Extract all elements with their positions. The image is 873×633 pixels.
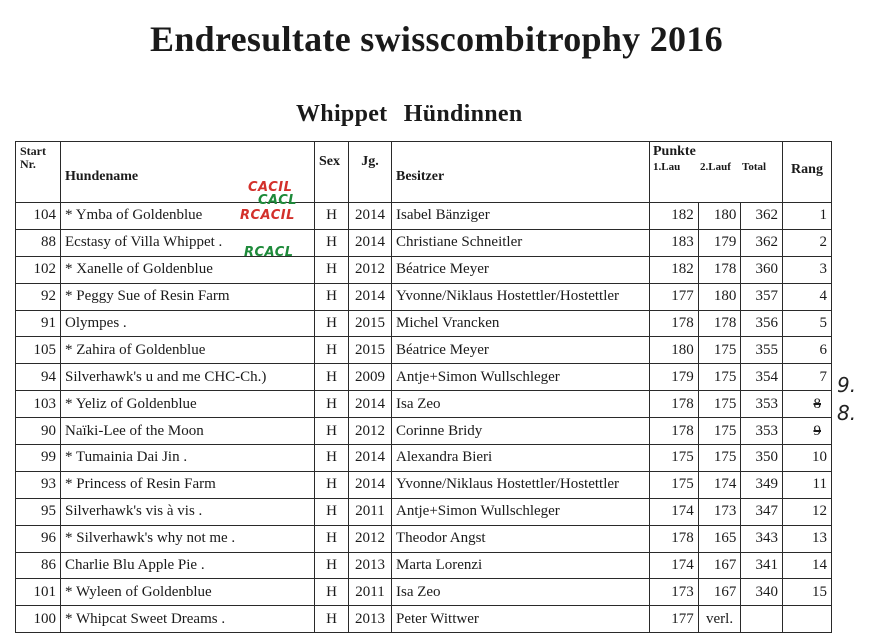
cell-jg: 2012 bbox=[349, 525, 392, 552]
cell-jg: 2009 bbox=[349, 364, 392, 391]
cell-start: 103 bbox=[16, 391, 61, 418]
cell-name: * Silverhawk's why not me . bbox=[61, 525, 315, 552]
cell-total: 362 bbox=[741, 203, 783, 230]
cell-l2: 175 bbox=[698, 391, 741, 418]
annotation-rcacl: RCACL bbox=[244, 245, 294, 260]
cell-total: 341 bbox=[741, 552, 783, 579]
cell-l1: 175 bbox=[650, 445, 699, 472]
cell-start: 101 bbox=[16, 579, 61, 606]
cell-jg: 2014 bbox=[349, 445, 392, 472]
cell-sex: H bbox=[315, 310, 349, 337]
cell-l1: 178 bbox=[650, 391, 699, 418]
table-row bbox=[16, 283, 832, 310]
cell-total: 340 bbox=[741, 579, 783, 606]
cell-l2: 179 bbox=[698, 229, 741, 256]
cell-l2: 180 bbox=[698, 203, 741, 230]
cell-l1: 178 bbox=[650, 525, 699, 552]
cell-owner: Béatrice Meyer bbox=[392, 256, 650, 283]
cell-start: 93 bbox=[16, 471, 61, 498]
cell-start: 88 bbox=[16, 229, 61, 256]
cell-rank: 11 bbox=[783, 471, 832, 498]
cell-l1: 180 bbox=[650, 337, 699, 364]
cell-owner: Theodor Angst bbox=[392, 525, 650, 552]
table-row bbox=[16, 579, 832, 606]
cell-rank: 15 bbox=[783, 579, 832, 606]
cell-sex: H bbox=[315, 203, 349, 230]
cell-rank: 4 bbox=[783, 283, 832, 310]
cell-l1: 182 bbox=[650, 256, 699, 283]
cell-l2: 173 bbox=[698, 498, 741, 525]
cell-l2: 175 bbox=[698, 337, 741, 364]
cell-owner: Isa Zeo bbox=[392, 579, 650, 606]
cell-l2: 174 bbox=[698, 471, 741, 498]
cell-jg: 2014 bbox=[349, 391, 392, 418]
cell-owner: Michel Vrancken bbox=[392, 310, 650, 337]
header-start-line2: Nr. bbox=[20, 157, 36, 171]
cell-jg: 2013 bbox=[349, 606, 392, 633]
cell-jg: 2015 bbox=[349, 337, 392, 364]
cell-owner: Christiane Schneitler bbox=[392, 229, 650, 256]
cell-name: * Peggy Sue of Resin Farm bbox=[61, 283, 315, 310]
cell-total: 347 bbox=[741, 498, 783, 525]
cell-name: Silverhawk's vis à vis . bbox=[61, 498, 315, 525]
cell-total: 353 bbox=[741, 418, 783, 445]
cell-rank: 6 bbox=[783, 337, 832, 364]
cell-name: Ecstasy of Villa Whippet . bbox=[61, 229, 315, 256]
cell-jg: 2012 bbox=[349, 256, 392, 283]
cell-rank: 7 bbox=[783, 364, 832, 391]
cell-start: 91 bbox=[16, 310, 61, 337]
cell-name: * Yeliz of Goldenblue bbox=[61, 391, 315, 418]
cell-total: 350 bbox=[741, 445, 783, 472]
page-subtitle: Whippet Hündinnen bbox=[296, 101, 523, 127]
table-row bbox=[16, 310, 832, 337]
cell-rank: 1 bbox=[783, 203, 832, 230]
cell-owner: Marta Lorenzi bbox=[392, 552, 650, 579]
cell-start: 100 bbox=[16, 606, 61, 633]
cell-l1: 175 bbox=[650, 471, 699, 498]
cell-l1: 178 bbox=[650, 418, 699, 445]
table-row bbox=[16, 552, 832, 579]
table-row bbox=[16, 337, 832, 364]
cell-total: 343 bbox=[741, 525, 783, 552]
cell-name: Charlie Blu Apple Pie . bbox=[61, 552, 315, 579]
cell-sex: H bbox=[315, 364, 349, 391]
cell-rank: 12 bbox=[783, 498, 832, 525]
cell-owner: Antje+Simon Wullschleger bbox=[392, 498, 650, 525]
cell-start: 104 bbox=[16, 203, 61, 230]
cell-owner: Peter Wittwer bbox=[392, 606, 650, 633]
table-row bbox=[16, 525, 832, 552]
cell-sex: H bbox=[315, 283, 349, 310]
header-jg: Jg. bbox=[349, 142, 392, 203]
table-row bbox=[16, 391, 832, 418]
cell-l2: 167 bbox=[698, 579, 741, 606]
cell-sex: H bbox=[315, 579, 349, 606]
cell-name: * Tumainia Dai Jin . bbox=[61, 445, 315, 472]
results-table bbox=[15, 141, 832, 633]
cell-l1: 174 bbox=[650, 552, 699, 579]
header-rang: Rang bbox=[783, 142, 832, 203]
annotation-cacl: CACL bbox=[258, 193, 298, 208]
cell-owner: Isa Zeo bbox=[392, 391, 650, 418]
cell-sex: H bbox=[315, 606, 349, 633]
cell-l1: 182 bbox=[650, 203, 699, 230]
cell-start: 99 bbox=[16, 445, 61, 472]
cell-name: Naïki-Lee of the Moon bbox=[61, 418, 315, 445]
cell-jg: 2011 bbox=[349, 498, 392, 525]
cell-start: 94 bbox=[16, 364, 61, 391]
cell-name: * Ymba of Goldenblue bbox=[61, 203, 315, 230]
cell-start: 95 bbox=[16, 498, 61, 525]
cell-sex: H bbox=[315, 498, 349, 525]
header-hundename: Hundename bbox=[61, 142, 315, 203]
cell-jg: 2014 bbox=[349, 471, 392, 498]
cell-l2: verl. bbox=[698, 606, 741, 633]
cell-l2: 165 bbox=[698, 525, 741, 552]
cell-total: 355 bbox=[741, 337, 783, 364]
cell-rank: 10 bbox=[783, 445, 832, 472]
annotation-rcacil: RCACIL bbox=[240, 208, 295, 223]
cell-l1: 177 bbox=[650, 606, 699, 633]
cell-total: 362 bbox=[741, 229, 783, 256]
cell-jg: 2015 bbox=[349, 310, 392, 337]
cell-owner: Yvonne/Niklaus Hostettler/Hostettler bbox=[392, 283, 650, 310]
table-row bbox=[16, 471, 832, 498]
cell-l2: 178 bbox=[698, 310, 741, 337]
cell-sex: H bbox=[315, 471, 349, 498]
cell-jg: 2014 bbox=[349, 229, 392, 256]
table-row bbox=[16, 203, 832, 230]
cell-l1: 173 bbox=[650, 579, 699, 606]
page-title: Endresultate swisscombitrophy 2016 bbox=[150, 19, 723, 59]
cell-total: 357 bbox=[741, 283, 783, 310]
header-punkte bbox=[650, 142, 783, 203]
cell-total: 360 bbox=[741, 256, 783, 283]
cell-owner: Alexandra Bieri bbox=[392, 445, 650, 472]
cell-owner: Corinne Bridy bbox=[392, 418, 650, 445]
cell-rank: 13 bbox=[783, 525, 832, 552]
cell-l2: 178 bbox=[698, 256, 741, 283]
table-row bbox=[16, 606, 832, 633]
cell-rank: 5 bbox=[783, 310, 832, 337]
cell-l1: 178 bbox=[650, 310, 699, 337]
cell-sex: H bbox=[315, 525, 349, 552]
cell-start: 92 bbox=[16, 283, 61, 310]
header-row bbox=[16, 142, 832, 203]
cell-name: Silverhawk's u and me CHC-Ch.) bbox=[61, 364, 315, 391]
cell-sex: H bbox=[315, 391, 349, 418]
cell-jg: 2014 bbox=[349, 283, 392, 310]
cell-total: 349 bbox=[741, 471, 783, 498]
annotation-cacil: CACIL bbox=[248, 180, 293, 195]
cell-name: Olympes . bbox=[61, 310, 315, 337]
header-start bbox=[16, 142, 61, 203]
header-besitzer: Besitzer bbox=[392, 142, 650, 203]
header-sex: Sex bbox=[315, 142, 349, 203]
cell-l1: 174 bbox=[650, 498, 699, 525]
cell-name: * Whipcat Sweet Dreams . bbox=[61, 606, 315, 633]
cell-total bbox=[741, 606, 783, 633]
table-row bbox=[16, 445, 832, 472]
header-start-line1: Start bbox=[20, 144, 46, 158]
table-row bbox=[16, 364, 832, 391]
cell-sex: H bbox=[315, 418, 349, 445]
cell-l2: 175 bbox=[698, 364, 741, 391]
annotation-corrected-rank-row8: 9. bbox=[837, 373, 857, 397]
cell-jg: 2013 bbox=[349, 552, 392, 579]
cell-l1: 177 bbox=[650, 283, 699, 310]
cell-jg: 2011 bbox=[349, 579, 392, 606]
cell-jg: 2014 bbox=[349, 203, 392, 230]
cell-rank: 14 bbox=[783, 552, 832, 579]
header-total: Total bbox=[742, 161, 767, 173]
cell-name: * Princess of Resin Farm bbox=[61, 471, 315, 498]
cell-start: 96 bbox=[16, 525, 61, 552]
table-row bbox=[16, 418, 832, 445]
cell-sex: H bbox=[315, 337, 349, 364]
cell-rank: 3 bbox=[783, 256, 832, 283]
cell-owner: Isabel Bänziger bbox=[392, 203, 650, 230]
cell-sex: H bbox=[315, 552, 349, 579]
cell-sex: H bbox=[315, 229, 349, 256]
cell-l1: 183 bbox=[650, 229, 699, 256]
cell-l2: 167 bbox=[698, 552, 741, 579]
cell-name: * Wyleen of Goldenblue bbox=[61, 579, 315, 606]
cell-start: 90 bbox=[16, 418, 61, 445]
cell-name: * Xanelle of Goldenblue bbox=[61, 256, 315, 283]
header-lauf1: 1.Lau bbox=[653, 161, 681, 173]
cell-l2: 180 bbox=[698, 283, 741, 310]
cell-rank: 8 bbox=[783, 391, 832, 418]
cell-total: 353 bbox=[741, 391, 783, 418]
cell-rank: 9 bbox=[783, 418, 832, 445]
cell-name: * Zahira of Goldenblue bbox=[61, 337, 315, 364]
cell-owner: Antje+Simon Wullschleger bbox=[392, 364, 650, 391]
cell-start: 102 bbox=[16, 256, 61, 283]
annotation-corrected-rank-row9: 8. bbox=[837, 401, 857, 425]
cell-l2: 175 bbox=[698, 418, 741, 445]
cell-rank: 2 bbox=[783, 229, 832, 256]
cell-l2: 175 bbox=[698, 445, 741, 472]
table-row bbox=[16, 229, 832, 256]
cell-l1: 179 bbox=[650, 364, 699, 391]
cell-jg: 2012 bbox=[349, 418, 392, 445]
cell-sex: H bbox=[315, 256, 349, 283]
cell-rank bbox=[783, 606, 832, 633]
cell-start: 105 bbox=[16, 337, 61, 364]
header-lauf2: 2.Lauf bbox=[700, 161, 731, 173]
cell-start: 86 bbox=[16, 552, 61, 579]
cell-total: 354 bbox=[741, 364, 783, 391]
cell-owner: Béatrice Meyer bbox=[392, 337, 650, 364]
cell-owner: Yvonne/Niklaus Hostettler/Hostettler bbox=[392, 471, 650, 498]
table-row bbox=[16, 498, 832, 525]
cell-sex: H bbox=[315, 445, 349, 472]
table-row bbox=[16, 256, 832, 283]
cell-total: 356 bbox=[741, 310, 783, 337]
header-punkte-label: Punkte bbox=[653, 144, 696, 159]
